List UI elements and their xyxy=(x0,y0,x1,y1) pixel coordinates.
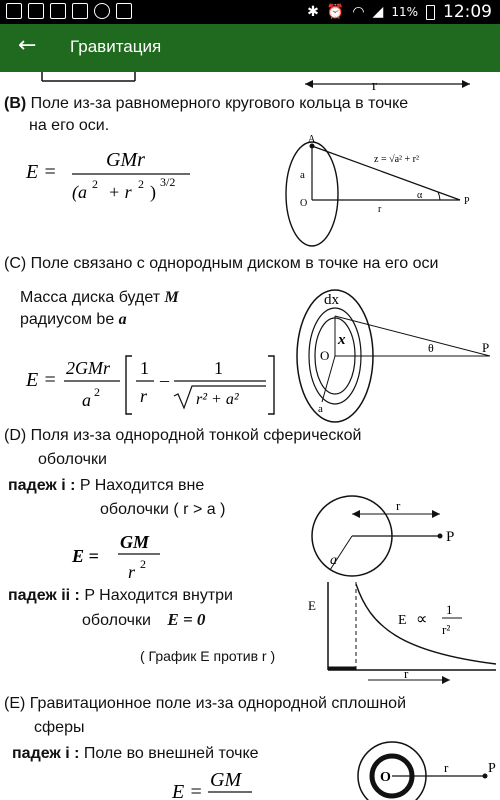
section-d-title-line2: оболочки xyxy=(38,451,107,468)
graph-caption: ( График E против r ) xyxy=(140,648,276,664)
svg-text:2: 2 xyxy=(94,385,100,399)
gallery-notification-icon xyxy=(28,3,44,19)
svg-text:(a: (a xyxy=(72,182,87,202)
section-c-formula xyxy=(22,350,292,420)
svg-text:E: E xyxy=(308,598,316,613)
svg-text:r: r xyxy=(128,562,136,582)
app-notification-icon xyxy=(50,3,66,19)
wifi-icon: ◠ xyxy=(352,4,365,20)
svg-text:z = √a² + r²: z = √a² + r² xyxy=(374,154,419,165)
bluetooth-icon: ✱ xyxy=(307,4,319,20)
svg-text:r: r xyxy=(140,386,148,406)
section-b-title: (B) Поле из-за равномерного кругового кольца в точке xyxy=(4,95,409,112)
svg-text:P: P xyxy=(488,761,496,776)
svg-text:α: α xyxy=(417,190,423,201)
mail-notification-icon xyxy=(116,3,132,19)
shell-case1-line2: оболочки ( r > a ) xyxy=(100,501,226,518)
content-image xyxy=(0,72,500,800)
status-bar xyxy=(0,0,500,24)
shell-case1: падеж i : P Находится вне xyxy=(8,477,205,494)
section-e-title-line2: сферы xyxy=(34,719,85,736)
signal-icon: ◢ xyxy=(372,4,384,20)
svg-text:1: 1 xyxy=(446,602,453,617)
svg-text:a: a xyxy=(318,403,323,415)
battery-percent: 11% xyxy=(391,5,418,19)
svg-text:r: r xyxy=(378,204,382,215)
arrow-left-icon[interactable]: ← xyxy=(18,33,37,58)
svg-text:GM: GM xyxy=(210,769,242,791)
app-bar xyxy=(0,24,500,72)
svg-text:2: 2 xyxy=(140,557,146,571)
svg-text:): ) xyxy=(150,182,156,202)
svg-text:GM: GM xyxy=(120,532,150,552)
sphere-case1-formula xyxy=(170,768,260,800)
svg-text:1: 1 xyxy=(140,358,149,378)
svg-text:2: 2 xyxy=(138,177,144,191)
svg-text:r: r xyxy=(396,498,401,513)
svg-text:O: O xyxy=(300,198,308,209)
svg-text:2: 2 xyxy=(92,177,98,191)
top-partial-figure xyxy=(0,72,500,94)
svg-text:O: O xyxy=(320,348,330,363)
svg-text:E: E xyxy=(398,613,407,628)
sphere-case1: падеж i : Поле во внешней точке xyxy=(12,745,259,762)
section-b-title-line2: на его оси. xyxy=(29,117,110,134)
disk-diagram xyxy=(290,284,500,424)
shell-diagram xyxy=(300,490,500,586)
svg-text:E =: E = xyxy=(26,161,57,183)
svg-text:a: a xyxy=(300,169,305,181)
disk-mass-line1: Масса диска будет M xyxy=(20,289,179,306)
notification-icons xyxy=(6,3,132,19)
section-c-title: (C) Поле связано с однородным диском в точке на его оси xyxy=(4,255,439,272)
section-d-title: (D) Поля из-за однородной тонкой сферической xyxy=(4,427,362,444)
battery-icon xyxy=(426,5,435,20)
svg-text:P: P xyxy=(482,340,490,355)
field-vs-r-graph xyxy=(300,574,500,698)
shell-case2-line2: оболочки E = 0 xyxy=(82,610,206,629)
svg-text:r² + a²: r² + a² xyxy=(196,391,239,408)
svg-text:a: a xyxy=(82,390,91,410)
section-b-formula xyxy=(20,142,220,212)
svg-text:x: x xyxy=(338,332,346,348)
svg-text:E =: E = xyxy=(72,546,99,566)
svg-text:P: P xyxy=(464,196,470,207)
svg-text:P: P xyxy=(446,529,455,545)
alarm-icon: ⏰ xyxy=(326,4,345,20)
news-notification-icon xyxy=(72,3,88,19)
svg-text:1: 1 xyxy=(214,358,223,378)
clock: 12:09 xyxy=(443,2,492,22)
svg-text:E =: E = xyxy=(172,781,203,800)
image-notification-icon xyxy=(6,3,22,19)
shell-case2: падеж ii : P Находится внутри xyxy=(8,587,233,604)
svg-text:2GMr: 2GMr xyxy=(66,358,110,378)
ring-diagram xyxy=(270,134,490,252)
section-e-title: (E) Гравитационное поле из-за однородной сплошной xyxy=(4,695,407,712)
svg-text:∝: ∝ xyxy=(416,611,428,628)
solid-sphere-diagram xyxy=(350,732,500,800)
svg-text:+ r: + r xyxy=(108,182,132,202)
svg-text:E =: E = xyxy=(26,369,57,391)
svg-text:dx: dx xyxy=(324,292,339,308)
svg-text:GMr: GMr xyxy=(106,149,145,171)
svg-text:–: – xyxy=(160,370,169,390)
page-title: Гравитация xyxy=(70,37,162,56)
whatsapp-icon xyxy=(94,3,110,19)
svg-text:3/2: 3/2 xyxy=(160,175,176,189)
top-r-label: r xyxy=(372,78,377,94)
svg-text:a: a xyxy=(330,553,337,568)
disk-mass-line2: радиусом be a xyxy=(20,311,127,328)
svg-text:r: r xyxy=(404,666,409,681)
svg-text:O: O xyxy=(380,770,391,785)
svg-text:r²: r² xyxy=(442,622,451,637)
svg-text:θ: θ xyxy=(428,341,434,355)
svg-text:r: r xyxy=(444,760,449,775)
shell-case1-formula xyxy=(70,526,180,588)
svg-text:A: A xyxy=(308,134,316,145)
